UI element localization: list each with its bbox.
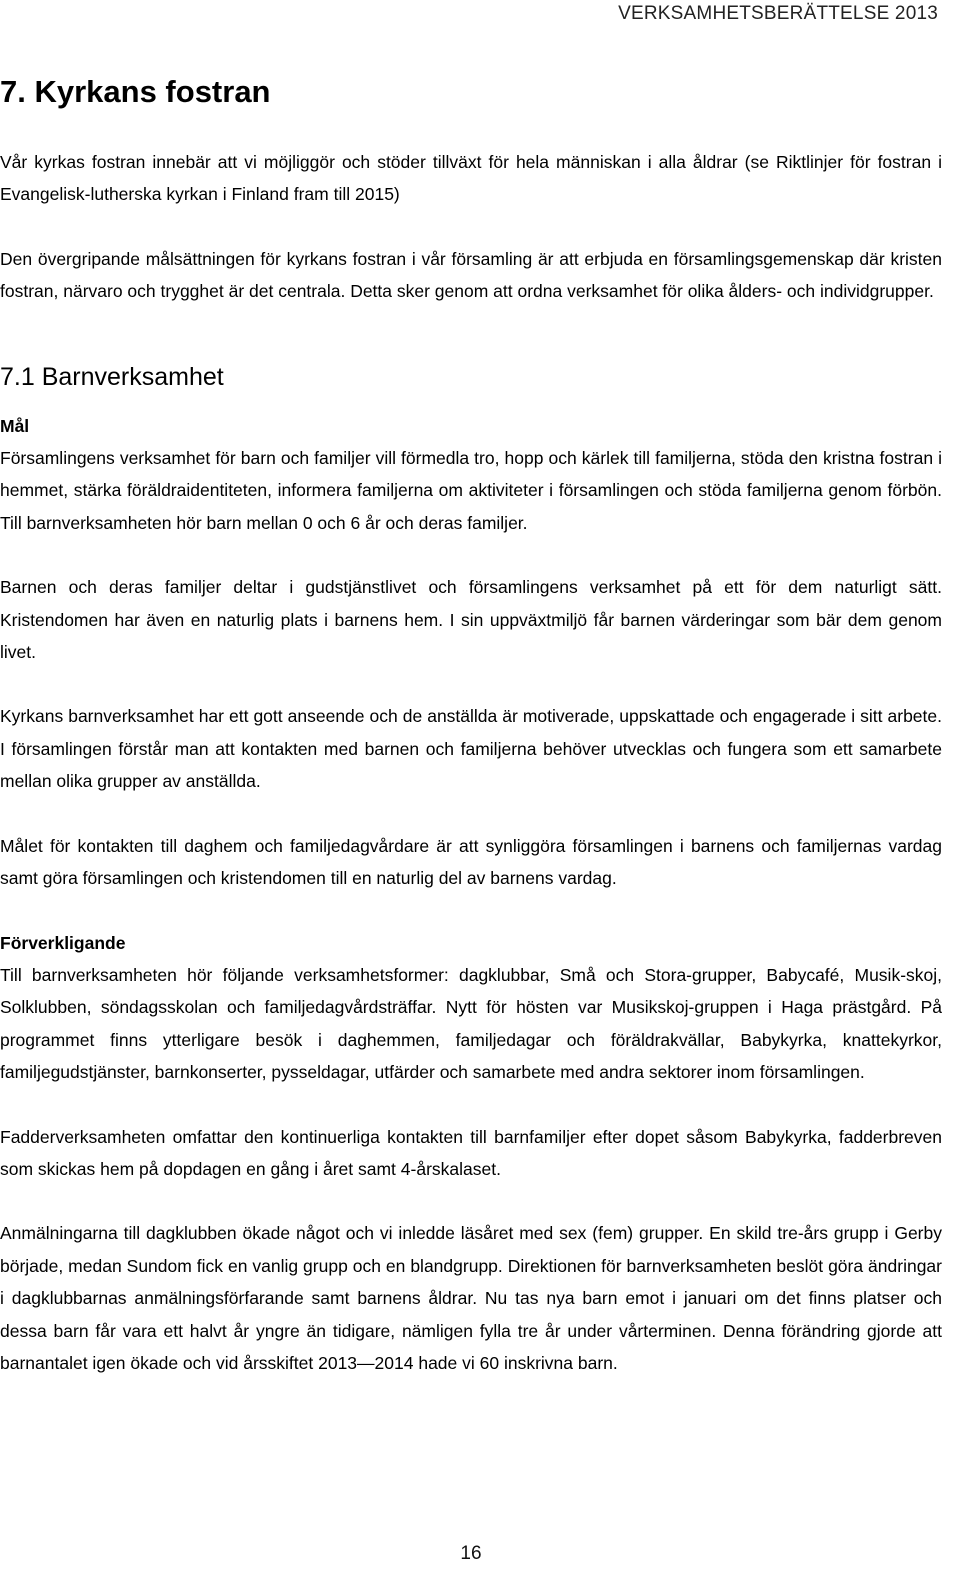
intro-paragraph-2: Den övergripande målsättningen för kyrkans fostran i vår församling är att erbjuda en församlingsgemenskap där kristen fostran, närvaro och trygghet är det centrala. Detta sker genom att ordna verksamhet för olika ålders- och individgrupper. — [0, 248, 942, 302]
realization-paragraph-3: Anmälningarna till dagklubben ökade något och vi inledde läsåret med sex (fem) grupper. En skild tre-års grupp i Gerby började, medan Sundom fick en vanlig grupp och en blandgrupp. Direktionen för barnverksamheten beslöt göra ändringar i dagklubbarnas anmälningsförfarande samt barnens åldrar. Nu tas nya barn emot i januari om det finns platser och dessa barn får vara ett halvt år yngre än tidigare, nämligen fylla tre år under vårterminen. Denna förändring gjorde att barnantalet igen ökade och vid årsskiftet 2013—2014 hade vi 60 inskrivna barn. — [0, 1223, 942, 1373]
goal-paragraph-2: Barnen och deras familjer deltar i gudstjänstlivet och församlingens verksamhet på ett för dem naturligt sätt. Kristendomen har även en naturlig plats i barnens hem. I sin uppväxtmiljö får barnen värderingar som bär dem genom livet. — [0, 577, 942, 663]
goal-paragraph-4: Målet för kontakten till daghem och familjedagvårdare är att synliggöra församlingen i barnens och familjernas vardag samt göra församlingen och kristendomen till en naturlig del av barnens vardag. — [0, 835, 942, 889]
realization-paragraph-1: Till barnverksamheten hör följande verksamhetsformer: dagklubbar, Små och Stora-grupper, Babycafé, Musik-skoj, Solklubben, söndagsskolan och familjedagvårdsträffar. Nytt för hösten var Musikskoj-gruppen i Haga prästgård. På programmet finns ytterligare besök i daghemmen, familjedagar och föräldrakvällar, Babykyrka, knattekyrkor, familjegudstjänster, barnkonserter, pysseldagar, utfärder och samarbete med andra sektorer inom församlingen. — [0, 964, 942, 1083]
page-content — [0, 70, 942, 1379]
section-title: 7. Kyrkans fostran — [0, 74, 271, 109]
goal-paragraph-3: Kyrkans barnverksamhet har ett gott anseende och de anställda är motiverade, uppskattade och engagerade i sitt arbete. I församlingen förstår man att kontakten med barnen och familjerna behöver utvecklas och fungera som ett samarbete mellan olika grupper av anställda. — [0, 706, 942, 792]
subsection-title: 7.1 Barnverksamhet — [0, 362, 224, 391]
realization-paragraph-2: Fadderverksamheten omfattar den kontinuerliga kontakten till barnfamiljer efter dopet såsom Babykyrka, fadderbreven som skickas hem på dopdagen en gång i året samt 4-årskalaset. — [0, 1126, 942, 1179]
page-number: 16 — [460, 1543, 482, 1564]
running-header: VERKSAMHETSBERÄTTELSE 2013 — [618, 3, 938, 24]
intro-paragraph-1: Vår kyrkas fostran innebär att vi möjliggör och stöder tillväxt för hela människan i alla åldrar (se Riktlinjer för fostran i Evangelisk-lutherska kyrkan i Finland fram till 2015) — [0, 152, 942, 205]
goal-paragraph-1: Församlingens verksamhet för barn och familjer vill förmedla tro, hopp och kärlek till familjerna, stöda den kristna fostran i hemmet, stärka föräldraidentiteten, informera familjerna om aktiviteter i församlingen och stöda familjerna genom förbön. Till barnverksamheten hör barn mellan 0 och 6 år och deras familjer. — [0, 448, 942, 533]
goal-heading: Mål — [0, 415, 30, 436]
realization-heading: Förverkligande — [0, 932, 126, 953]
